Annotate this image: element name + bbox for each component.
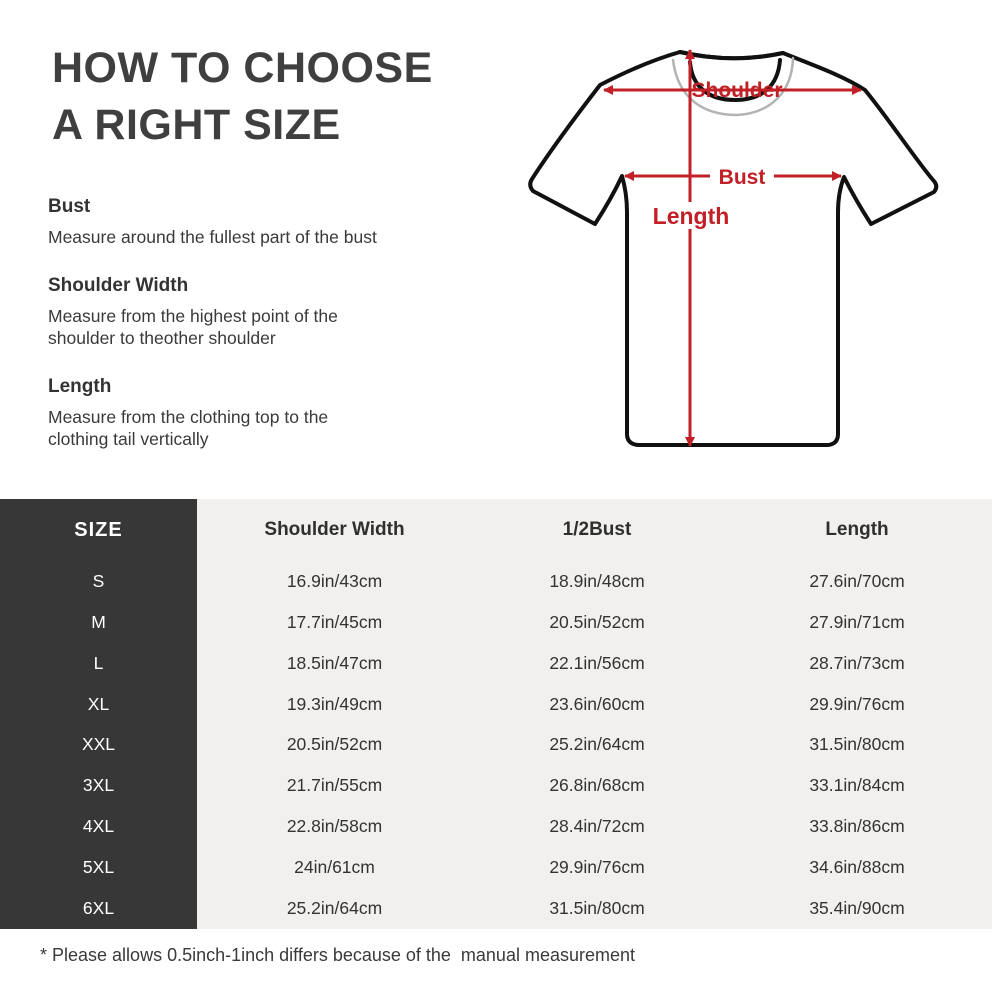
length-label: Length xyxy=(652,203,730,229)
page-title-line2: A RIGHT SIZE xyxy=(52,101,341,149)
instruction-heading: Length xyxy=(48,376,112,397)
row-size-label: XL xyxy=(0,684,197,725)
cell-shoulder: 24in/61cm xyxy=(294,857,375,878)
cell-bust: 18.9in/48cm xyxy=(549,570,645,591)
instruction-text: Measure around the fullest part of the bust xyxy=(48,227,377,247)
cell-length: 28.7in/73cm xyxy=(809,652,905,673)
instruction-heading: Bust xyxy=(48,196,91,217)
row-size-label: 4XL xyxy=(0,806,197,847)
cell-shoulder: 19.3in/49cm xyxy=(286,693,383,714)
page-title xyxy=(52,40,433,154)
size-table xyxy=(0,499,992,929)
tshirt-measurement-diagram xyxy=(520,20,990,470)
page-title-line1: HOW TO CHOOSE xyxy=(52,44,433,92)
row-size-label: 6XL xyxy=(0,888,197,929)
table-header-shoulder-width: Shoulder Width xyxy=(264,519,405,540)
instruction-text: Measure from the clothing top to the xyxy=(48,407,329,427)
cell-length: 33.8in/86cm xyxy=(809,816,905,837)
measurement-disclaimer: * Please allows 0.5inch-1inch differs because of the manual measurement xyxy=(40,945,636,965)
row-size-label: 3XL xyxy=(0,765,197,806)
cell-bust: 25.2in/64cm xyxy=(549,734,645,755)
instruction-shoulder-width xyxy=(48,275,468,349)
cell-length: 27.9in/71cm xyxy=(809,611,905,632)
measurement-instructions xyxy=(48,196,468,477)
row-size-label: XXL xyxy=(0,725,197,766)
row-size-label: 5XL xyxy=(0,847,197,888)
cell-bust: 23.6in/60cm xyxy=(549,693,645,714)
cell-length: 34.6in/88cm xyxy=(809,857,905,878)
table-header-size: SIZE xyxy=(0,499,197,561)
cell-shoulder: 25.2in/64cm xyxy=(286,898,383,919)
cell-bust: 22.1in/56cm xyxy=(549,652,645,673)
cell-bust: 28.4in/72cm xyxy=(549,816,645,837)
tshirt-diagram-svg xyxy=(520,20,990,470)
bust-label: Bust xyxy=(718,166,766,189)
cell-shoulder: 20.5in/52cm xyxy=(286,734,383,755)
cell-shoulder: 16.9in/43cm xyxy=(286,570,383,591)
row-size-label: M xyxy=(0,602,197,643)
cell-bust: 29.9in/76cm xyxy=(549,857,645,878)
row-size-label: L xyxy=(0,643,197,684)
cell-shoulder: 18.5in/47cm xyxy=(286,652,383,673)
row-size-label: S xyxy=(0,561,197,602)
cell-length: 27.6in/70cm xyxy=(809,570,905,591)
cell-bust: 31.5in/80cm xyxy=(549,898,645,919)
cell-length: 29.9in/76cm xyxy=(809,693,905,714)
instruction-heading: Shoulder Width xyxy=(48,275,189,296)
table-header-half-bust: 1/2Bust xyxy=(562,519,632,540)
instruction-bust xyxy=(48,196,468,248)
cell-bust: 26.8in/68cm xyxy=(549,775,645,796)
tshirt-outline xyxy=(530,52,936,445)
table-header-length: Length xyxy=(825,519,889,540)
cell-shoulder: 21.7in/55cm xyxy=(286,775,383,796)
instruction-text: Measure from the highest point of the xyxy=(48,306,338,326)
cell-shoulder: 22.8in/58cm xyxy=(286,816,383,837)
instruction-length xyxy=(48,376,468,450)
instruction-text: shoulder to theother shoulder xyxy=(48,328,276,348)
cell-length: 31.5in/80cm xyxy=(809,734,905,755)
shoulder-label: Shoulder xyxy=(691,79,783,102)
cell-length: 33.1in/84cm xyxy=(809,775,905,796)
instruction-text: clothing tail vertically xyxy=(48,429,209,449)
cell-bust: 20.5in/52cm xyxy=(549,611,645,632)
cell-length: 35.4in/90cm xyxy=(809,898,905,919)
cell-shoulder: 17.7in/45cm xyxy=(286,611,383,632)
